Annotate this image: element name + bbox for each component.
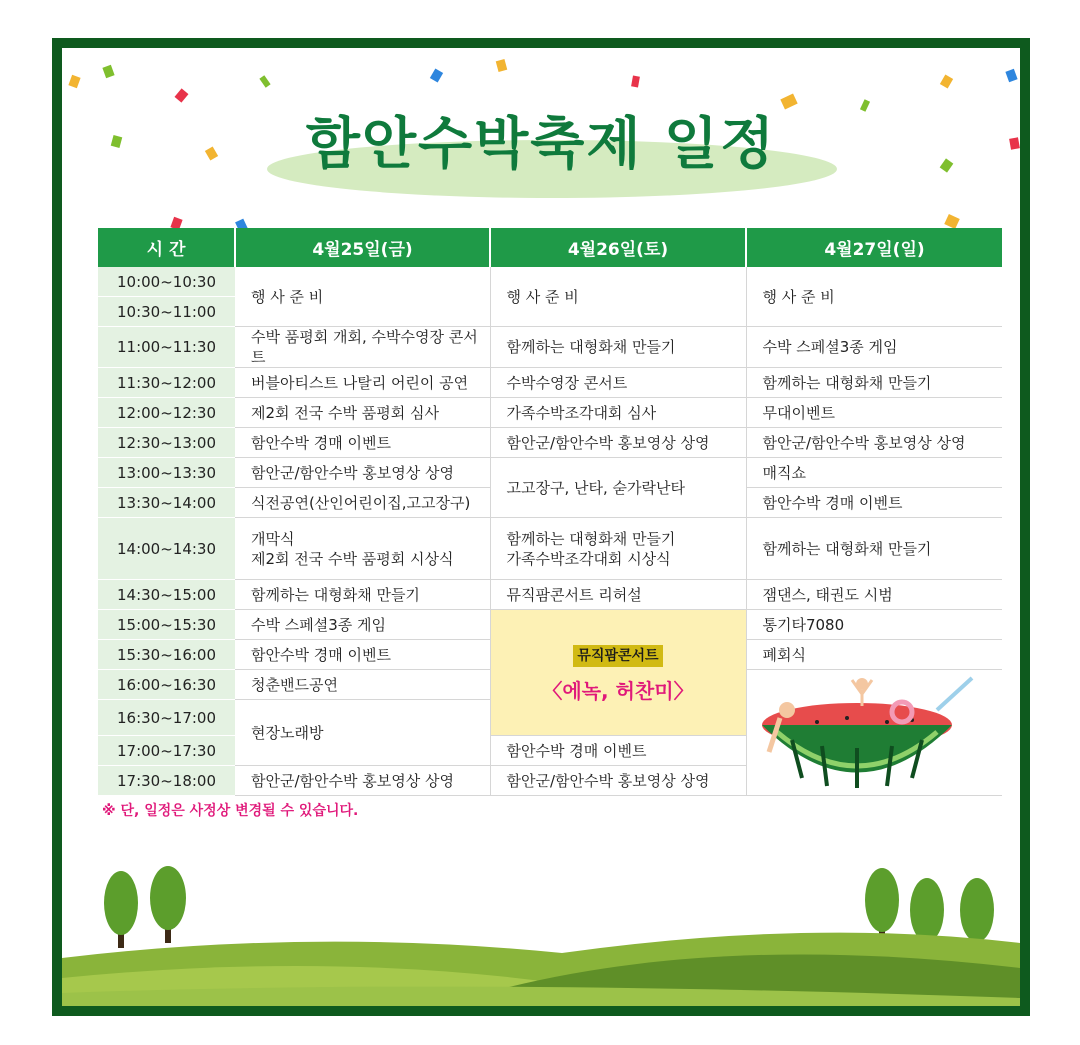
time-cell: 15:00~15:30	[98, 610, 235, 640]
time-cell: 13:30~14:00	[98, 488, 235, 518]
watermelon-pool-illustration	[747, 670, 1003, 790]
time-cell: 13:00~13:30	[98, 458, 235, 488]
table-row	[98, 267, 1002, 297]
event-line: 함께하는 대형화채 만들기	[506, 529, 676, 548]
event-cell: 함께하는 대형화채 만들기	[235, 580, 490, 610]
header-day2: 4월26일(토)	[490, 228, 746, 267]
event-cell: 함안수박 경매 이벤트	[746, 488, 1002, 518]
schedule-note: ※ 단, 일정은 사정상 변경될 수 있습니다.	[102, 803, 359, 819]
event-cell	[490, 518, 746, 580]
event-cell: 행 사 준 비	[746, 267, 1002, 327]
header-time: 시 간	[98, 228, 235, 267]
table-row	[98, 327, 1002, 368]
event-cell: 통기타7080	[746, 610, 1002, 640]
event-cell: 함안수박 경매 이벤트	[490, 736, 746, 766]
time-cell: 11:00~11:30	[98, 327, 235, 368]
event-cell: 현장노래방	[235, 700, 490, 766]
event-cell: 버블아티스트 나탈리 어린이 공연	[235, 368, 490, 398]
event-cell: 함께하는 대형화채 만들기	[746, 368, 1002, 398]
event-cell: 뮤직팜콘서트 리허설	[490, 580, 746, 610]
event-cell: 식전공연(산인어린이집,고고장구)	[235, 488, 490, 518]
event-cell: 제2회 전국 수박 품평회 심사	[235, 398, 490, 428]
time-cell: 17:00~17:30	[98, 736, 235, 766]
table-row	[98, 610, 1002, 640]
schedule-table	[98, 228, 1002, 796]
time-cell: 17:30~18:00	[98, 766, 235, 796]
table-row	[98, 518, 1002, 580]
time-cell: 15:30~16:00	[98, 640, 235, 670]
event-line: 제2회 전국 수박 품평회 시상식	[251, 549, 454, 568]
time-cell: 12:30~13:00	[98, 428, 235, 458]
time-cell: 16:30~17:00	[98, 700, 235, 736]
event-cell: 고고장구, 난타, 숟가락난타	[490, 458, 746, 518]
time-cell: 14:00~14:30	[98, 518, 235, 580]
time-cell: 10:00~10:30	[98, 267, 235, 297]
event-cell: 함안군/함안수박 홍보영상 상영	[490, 766, 746, 796]
time-cell: 14:30~15:00	[98, 580, 235, 610]
event-cell: 무대이벤트	[746, 398, 1002, 428]
event-cell: 잼댄스, 태권도 시범	[746, 580, 1002, 610]
event-cell: 행 사 준 비	[490, 267, 746, 327]
table-row	[98, 398, 1002, 428]
header-day3: 4월27일(일)	[746, 228, 1002, 267]
time-cell: 12:00~12:30	[98, 398, 235, 428]
event-cell: 수박 스페셜3종 게임	[746, 327, 1002, 368]
event-cell: 함안군/함안수박 홍보영상 상영	[746, 428, 1002, 458]
time-cell: 10:30~11:00	[98, 297, 235, 327]
watermelon-illustration-cell	[746, 670, 1002, 796]
event-cell: 함안군/함안수박 홍보영상 상영	[235, 766, 490, 796]
event-cell: 청춘밴드공연	[235, 670, 490, 700]
time-cell: 11:30~12:00	[98, 368, 235, 398]
event-cell: 함안수박 경매 이벤트	[235, 640, 490, 670]
time-cell: 16:00~16:30	[98, 670, 235, 700]
event-cell: 수박 스페셜3종 게임	[235, 610, 490, 640]
header-day1: 4월25일(금)	[235, 228, 490, 267]
event-cell: 함안군/함안수박 홍보영상 상영	[490, 428, 746, 458]
table-row	[98, 580, 1002, 610]
concert-label: 뮤직팜콘서트	[573, 645, 662, 667]
event-cell: 행 사 준 비	[235, 267, 490, 327]
table-row	[98, 368, 1002, 398]
event-cell: 수박수영장 콘서트	[490, 368, 746, 398]
hills-landscape	[62, 808, 1020, 1006]
event-cell: 함안군/함안수박 홍보영상 상영	[235, 458, 490, 488]
concert-cell	[490, 610, 746, 736]
table-row	[98, 428, 1002, 458]
concert-artists: 〈에녹, 허찬미〉	[542, 678, 694, 703]
event-cell: 함께하는 대형화채 만들기	[490, 327, 746, 368]
event-cell: 함안수박 경매 이벤트	[235, 428, 490, 458]
event-line: 개막식	[251, 529, 295, 548]
header-row	[98, 228, 1002, 267]
poster-body	[62, 48, 1020, 1006]
event-cell: 수박 품평회 개회, 수박수영장 콘서트	[235, 327, 490, 368]
event-cell: 폐회식	[746, 640, 1002, 670]
page-title: 함안수박축제 일정	[305, 112, 777, 177]
event-cell: 가족수박조각대회 심사	[490, 398, 746, 428]
event-cell: 매직쇼	[746, 458, 1002, 488]
poster-frame	[52, 38, 1030, 1016]
event-line: 가족수박조각대회 시상식	[506, 549, 671, 568]
event-cell	[235, 518, 490, 580]
event-cell: 함께하는 대형화채 만들기	[746, 518, 1002, 580]
table-row	[98, 458, 1002, 488]
